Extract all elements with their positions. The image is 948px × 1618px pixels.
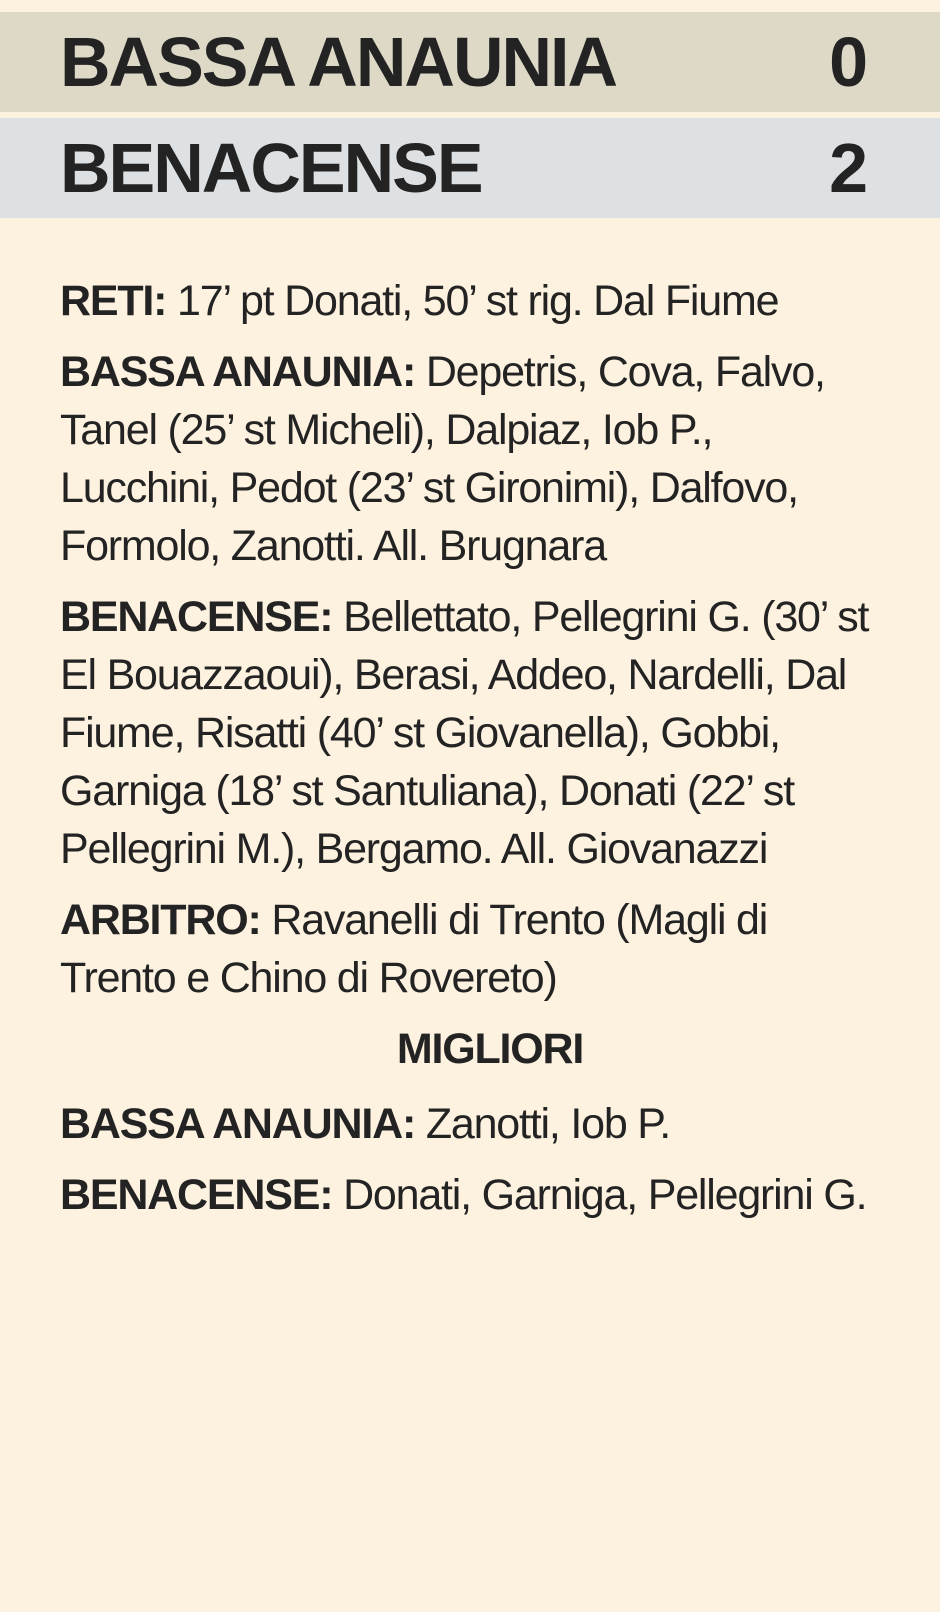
home-team-name: BASSA ANAUNIA xyxy=(60,23,617,101)
home-best-label: BASSA ANAUNIA: xyxy=(60,1100,416,1148)
report-body xyxy=(60,272,880,1237)
best-players-title: MIGLIORI xyxy=(396,1025,584,1073)
referee-text: Ravanelli di Trento (Magli di Trento e Chino di Rovereto) xyxy=(60,896,768,1002)
away-lineup-paragraph xyxy=(60,588,880,878)
away-best-text: Donati, Garniga, Pellegrini G. xyxy=(343,1171,867,1219)
home-lineup-paragraph xyxy=(60,343,880,575)
goals-text: 17’ pt Donati, 50’ st rig. Dal Fiume xyxy=(177,277,779,325)
away-team-name: BENACENSE xyxy=(60,129,482,207)
away-team-goals: 2 xyxy=(829,129,868,207)
goals-label: RETI: xyxy=(60,277,167,325)
away-score-row xyxy=(0,118,940,218)
home-team-goals: 0 xyxy=(829,23,868,101)
home-lineup-text: Depetris, Cova, Falvo, Tanel (25’ st Micheli), Dalpiaz, Iob P., Lucchini, Pedot (23’ st Gironimi), Dalfovo, Formolo, Zanotti. All. Brugnara xyxy=(60,348,825,570)
home-lineup-label: BASSA ANAUNIA: xyxy=(60,348,416,396)
home-best-text: Zanotti, Iob P. xyxy=(425,1100,670,1148)
referee-label: ARBITRO: xyxy=(60,896,261,944)
away-best-label: BENACENSE: xyxy=(60,1171,333,1219)
home-score-row xyxy=(0,12,940,112)
goals-paragraph xyxy=(60,272,880,330)
away-best-paragraph xyxy=(60,1166,880,1224)
away-lineup-text: Bellettato, Pellegrini G. (30’ st El Bouazzaoui), Berasi, Addeo, Nardelli, Dal Fiume, Risatti (40’ st Giovanella), Gobbi, Garniga (18’ st Santuliana), Donati (22’ st Pellegrini M.), Bergamo. All. Giovanazzi xyxy=(60,593,869,873)
referee-paragraph xyxy=(60,891,880,1007)
away-lineup-label: BENACENSE: xyxy=(60,593,333,641)
home-best-paragraph xyxy=(60,1095,880,1153)
